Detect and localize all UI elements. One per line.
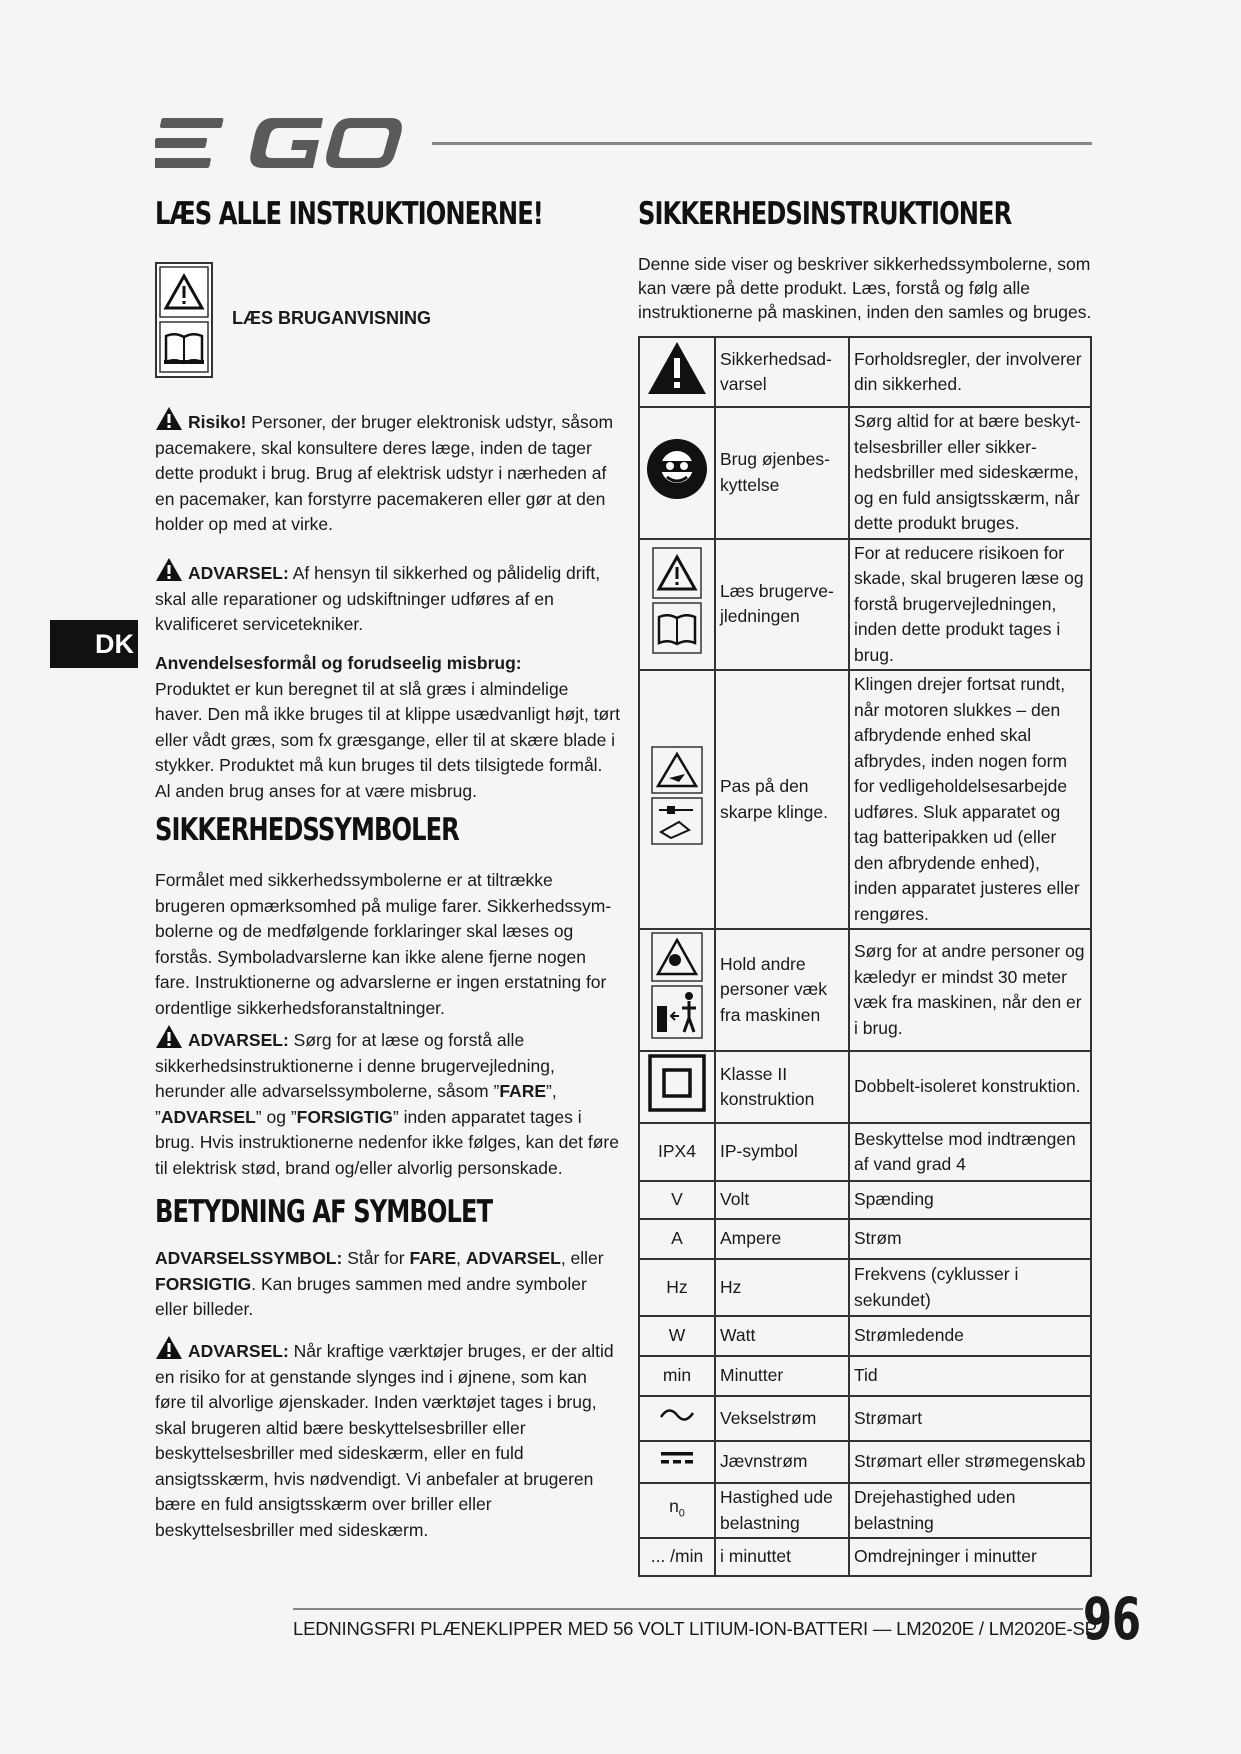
symbol-name: Ampere xyxy=(715,1219,849,1259)
symbol-name: Klasse II konstruktion xyxy=(715,1051,849,1123)
warning-repairs-paragraph xyxy=(155,557,620,638)
symbol-cell xyxy=(639,1441,715,1483)
warning2-lead: ADVARSEL: xyxy=(188,1030,289,1050)
safety-symbols-body: Formålet med sikkerhedssymbolerne er at tiltrække brugeren opmærksomhed på mulige farer. Sikkerhedssym-bolerne og de medfølgende forklaringer skal læses og forstås. Symboladvarslerne kan ikke alene fjerne nogen fare. Instruktionerne og advarslerne er ingen erstatning for ordentlige sikkerhedsforanstaltninger. xyxy=(155,870,612,1018)
warning-triangle-icon xyxy=(155,557,183,582)
table-row xyxy=(639,1441,1091,1483)
meaning-forsigtig: FORSIGTIG xyxy=(155,1273,252,1294)
no-load-speed-symbol: n xyxy=(669,1496,679,1516)
symbol-name: Jævnstrøm xyxy=(715,1441,849,1483)
symbol-desc: Sørg altid for at bære beskyt-telsesbriller eller sikker-hedsbriller med sideskærme, og en fuld ansigtsskærm, når dette produkt bruges. xyxy=(849,407,1091,539)
safety-instructions-intro: Denne side viser og beskriver sikkerhedssymbolerne, som kan være på dette produkt. Læs, forstå og følg alle instruktionerne på maskinen, inden den samles og bruges. xyxy=(638,254,1092,322)
footer-product-title: LEDNINGSFRI PLÆNEKLIPPER MED 56 VOLT LITIUM-ION-BATTERI — LM2020E / LM2020E-SP xyxy=(293,1618,1097,1639)
warning3-lead: ADVARSEL: xyxy=(188,1341,289,1361)
table-row xyxy=(639,1051,1091,1123)
safety-alert-icon xyxy=(646,340,708,396)
symbol-name: Pas på den skarpe klinge. xyxy=(715,670,849,929)
table-row xyxy=(639,929,1091,1051)
heading-safety-instructions: SIKKERHEDSINSTRUKTIONER xyxy=(638,196,1012,232)
table-row xyxy=(639,1181,1091,1219)
table-row xyxy=(639,407,1091,539)
heading-symbol-meaning: BETYDNING AF SYMBOLET xyxy=(155,1194,493,1230)
intended-use-text: Produktet er kun beregnet til at slå græs i almindelige haver. Den må ikke bruges til at klippe usædvanligt højt, tørt eller vådt græs, som fx græsgange, eller til at skære blade i stykker. Produktet må kun bruges til dets tilsigtede formål. Al anden brug anses for at være misbrug. xyxy=(155,678,620,801)
symbol-desc: Drejehastighed uden belastning xyxy=(849,1483,1091,1538)
symbol-cell: ... /min xyxy=(639,1538,715,1576)
risk-text: Personer, der bruger elektronisk udstyr, såsom pacemakere, skal konsultere deres læge, inden de tager dette produkt i brug. Brug af elektrisk udstyr i nærheden af en pacemaker, kan forstyrre pacemakeren eller gør at den holder op med at virke. xyxy=(155,412,614,534)
warning2-advarsel: ADVARSEL xyxy=(160,1106,256,1127)
symbol-cell xyxy=(639,1483,715,1538)
warning2-text-b: ”, ” xyxy=(155,1081,557,1127)
table-row xyxy=(639,1123,1091,1181)
meaning-lead: ADVARSELSSYMBOL: xyxy=(155,1248,343,1268)
symbol-desc: Forholdsregler, der involverer din sikkerhed. xyxy=(849,337,1091,407)
read-manual-label: LÆS BRUGANVISNING xyxy=(232,308,432,328)
symbol-name: Hold andre personer væk fra maskinen xyxy=(715,929,849,1051)
meaning-text-c: . Kan bruges sammen med andre symboler eller billeder. xyxy=(155,1273,587,1319)
symbol-cell xyxy=(639,337,715,407)
table-row xyxy=(639,539,1091,671)
warning-triangle-icon xyxy=(155,406,183,431)
warning2-text-c: ” og ” xyxy=(255,1106,297,1127)
meaning-text-b: , eller xyxy=(560,1248,604,1268)
intended-use-heading: Anvendelsesformål og forudseelig misbrug: xyxy=(155,653,522,673)
warning-read-all-paragraph xyxy=(155,1024,620,1181)
symbol-desc: For at reducere risikoen for skade, skal brugeren læse og forstå brugervejledningen, inden dette produkt tages i brug. xyxy=(849,539,1091,671)
symbol-desc: Omdrejninger i minutter xyxy=(849,1538,1091,1576)
symbol-desc: Tid xyxy=(849,1356,1091,1396)
keep-bystanders-away-icon xyxy=(649,930,705,1042)
warning-eye-paragraph xyxy=(155,1335,620,1543)
meaning-comma: , xyxy=(456,1248,466,1268)
direct-current-icon xyxy=(657,1449,697,1467)
symbol-cell xyxy=(639,1051,715,1123)
double-insulation-icon xyxy=(646,1052,708,1114)
symbol-cell: W xyxy=(639,1316,715,1356)
eye-protection-icon xyxy=(645,437,709,501)
symbol-desc: Klingen drejer fortsat rundt, når motoren slukkes – den afbrydende enhed skal afbrydes, inden nogen form for vedligeholdelsesarbejde udføres. Sluk apparatet og tag batteripakken ud (eller den afbrydende enhed), inden apparatet justeres eller rengøres. xyxy=(849,670,1091,929)
warning-triangle-icon xyxy=(155,1335,183,1360)
symbol-desc: Strømart xyxy=(849,1396,1091,1441)
read-manual-symbol-box xyxy=(155,262,213,378)
meaning-advarsel: ADVARSEL xyxy=(465,1248,561,1268)
table-row xyxy=(639,337,1091,407)
table-row xyxy=(639,670,1091,929)
symbol-cell: V xyxy=(639,1181,715,1219)
read-manual-icon xyxy=(157,264,211,376)
alternating-current-icon xyxy=(657,1405,697,1425)
page-number: 96 xyxy=(1083,1585,1142,1653)
heading-read-all: LÆS ALLE INSTRUKTIONERNE! xyxy=(155,196,543,232)
warning1-lead: ADVARSEL: xyxy=(188,563,289,583)
symbol-name: Vekselstrøm xyxy=(715,1396,849,1441)
table-row xyxy=(639,1219,1091,1259)
symbol-desc: Strømledende xyxy=(849,1316,1091,1356)
symbol-cell: IPX4 xyxy=(639,1123,715,1181)
symbol-name: IP-symbol xyxy=(715,1123,849,1181)
sharp-blade-icon xyxy=(649,744,705,848)
symbol-name: Brug øjenbes-kyttelse xyxy=(715,407,849,539)
warning2-forsigtig: FORSIGTIG xyxy=(296,1106,393,1127)
header-rule xyxy=(432,142,1092,145)
warning2-fare: FARE xyxy=(499,1081,547,1101)
warning-triangle-icon xyxy=(155,1024,183,1049)
no-load-speed-subscript: 0 xyxy=(678,1507,685,1520)
symbol-cell xyxy=(639,929,715,1051)
symbol-desc: Dobbelt-isoleret konstruktion. xyxy=(849,1051,1091,1123)
safety-symbols-table xyxy=(638,336,1092,1577)
risk-paragraph xyxy=(155,406,620,538)
table-row xyxy=(639,1259,1091,1316)
symbol-desc: Sørg for at andre personer og kæledyr er mindst 30 meter væk fra maskinen, når den er i brug. xyxy=(849,929,1091,1051)
ego-logo xyxy=(155,112,405,174)
intended-use-section xyxy=(155,651,620,804)
symbol-desc: Frekvens (cyklusser i sekundet) xyxy=(849,1259,1091,1316)
symbol-cell xyxy=(639,407,715,539)
safety-symbols-text xyxy=(155,868,620,1021)
symbol-name: Hastighed ude belastning xyxy=(715,1483,849,1538)
meaning-text-a: Står for xyxy=(342,1248,410,1268)
table-row xyxy=(639,1538,1091,1576)
warning3-text: Når kraftige værktøjer bruges, er der altid en risiko for at genstande slynges ind i øjnene, som kan føre til alvorlige øjenskader. Inden værktøjet tages i brug, skal brugeren altid bære beskyttelsesbriller eller beskyttelsesbriller med sideskærm, eller en fuld ansigtsskærm, hvis nødvendigt. Vi anbefaler at brugeren bære en fuld ansigtsskærm over briller eller beskyttelsesbriller med sideskærm. xyxy=(155,1341,614,1540)
symbol-name: Læs brugerve-jledningen xyxy=(715,539,849,671)
symbol-name: Volt xyxy=(715,1181,849,1219)
symbol-name: Hz xyxy=(715,1259,849,1316)
language-tab-dk: DK xyxy=(50,620,138,668)
meaning-fare: FARE xyxy=(409,1248,457,1268)
symbol-cell: A xyxy=(639,1219,715,1259)
symbol-desc: Beskyttelse mod indtrængen af vand grad 4 xyxy=(849,1123,1091,1181)
symbol-desc: Spænding xyxy=(849,1181,1091,1219)
footer-rule xyxy=(293,1608,1083,1610)
meaning-paragraph xyxy=(155,1246,620,1323)
table-row xyxy=(639,1316,1091,1356)
heading-safety-symbols: SIKKERHEDSSYMBOLER xyxy=(155,812,459,848)
symbol-name: Watt xyxy=(715,1316,849,1356)
symbol-cell xyxy=(639,539,715,671)
table-row xyxy=(639,1356,1091,1396)
read-manual-icon xyxy=(649,545,705,657)
symbol-name: Minutter xyxy=(715,1356,849,1396)
symbol-name: i minuttet xyxy=(715,1538,849,1576)
symbol-cell: min xyxy=(639,1356,715,1396)
warning1-text: Af hensyn til sikkerhed og pålidelig drift, skal alle reparationer og udskiftninger udføres af en kvalificeret servicetekniker. xyxy=(155,563,601,634)
risk-lead: Risiko! xyxy=(188,412,247,432)
table-row xyxy=(639,1483,1091,1538)
symbol-cell: Hz xyxy=(639,1259,715,1316)
symbol-desc: Strømart eller strømegenskab xyxy=(849,1441,1091,1483)
symbol-cell xyxy=(639,1396,715,1441)
warning2-text-d: ” inden apparatet tages i brug. Hvis instruktionerne nedenfor ikke følges, kan det føre til elektrisk stød, brand og/eller alvorlig personskade. xyxy=(155,1106,619,1178)
table-row xyxy=(639,1396,1091,1441)
warning2-text-a: Sørg for at læse og forstå alle sikkerhedsinstruktionerne i denne brugervejledning, herunder alle advarselssymbolerne, såsom ” xyxy=(155,1030,555,1101)
symbol-desc: Strøm xyxy=(849,1219,1091,1259)
symbol-cell xyxy=(639,670,715,929)
symbol-name: Sikkerhedsad-varsel xyxy=(715,337,849,407)
